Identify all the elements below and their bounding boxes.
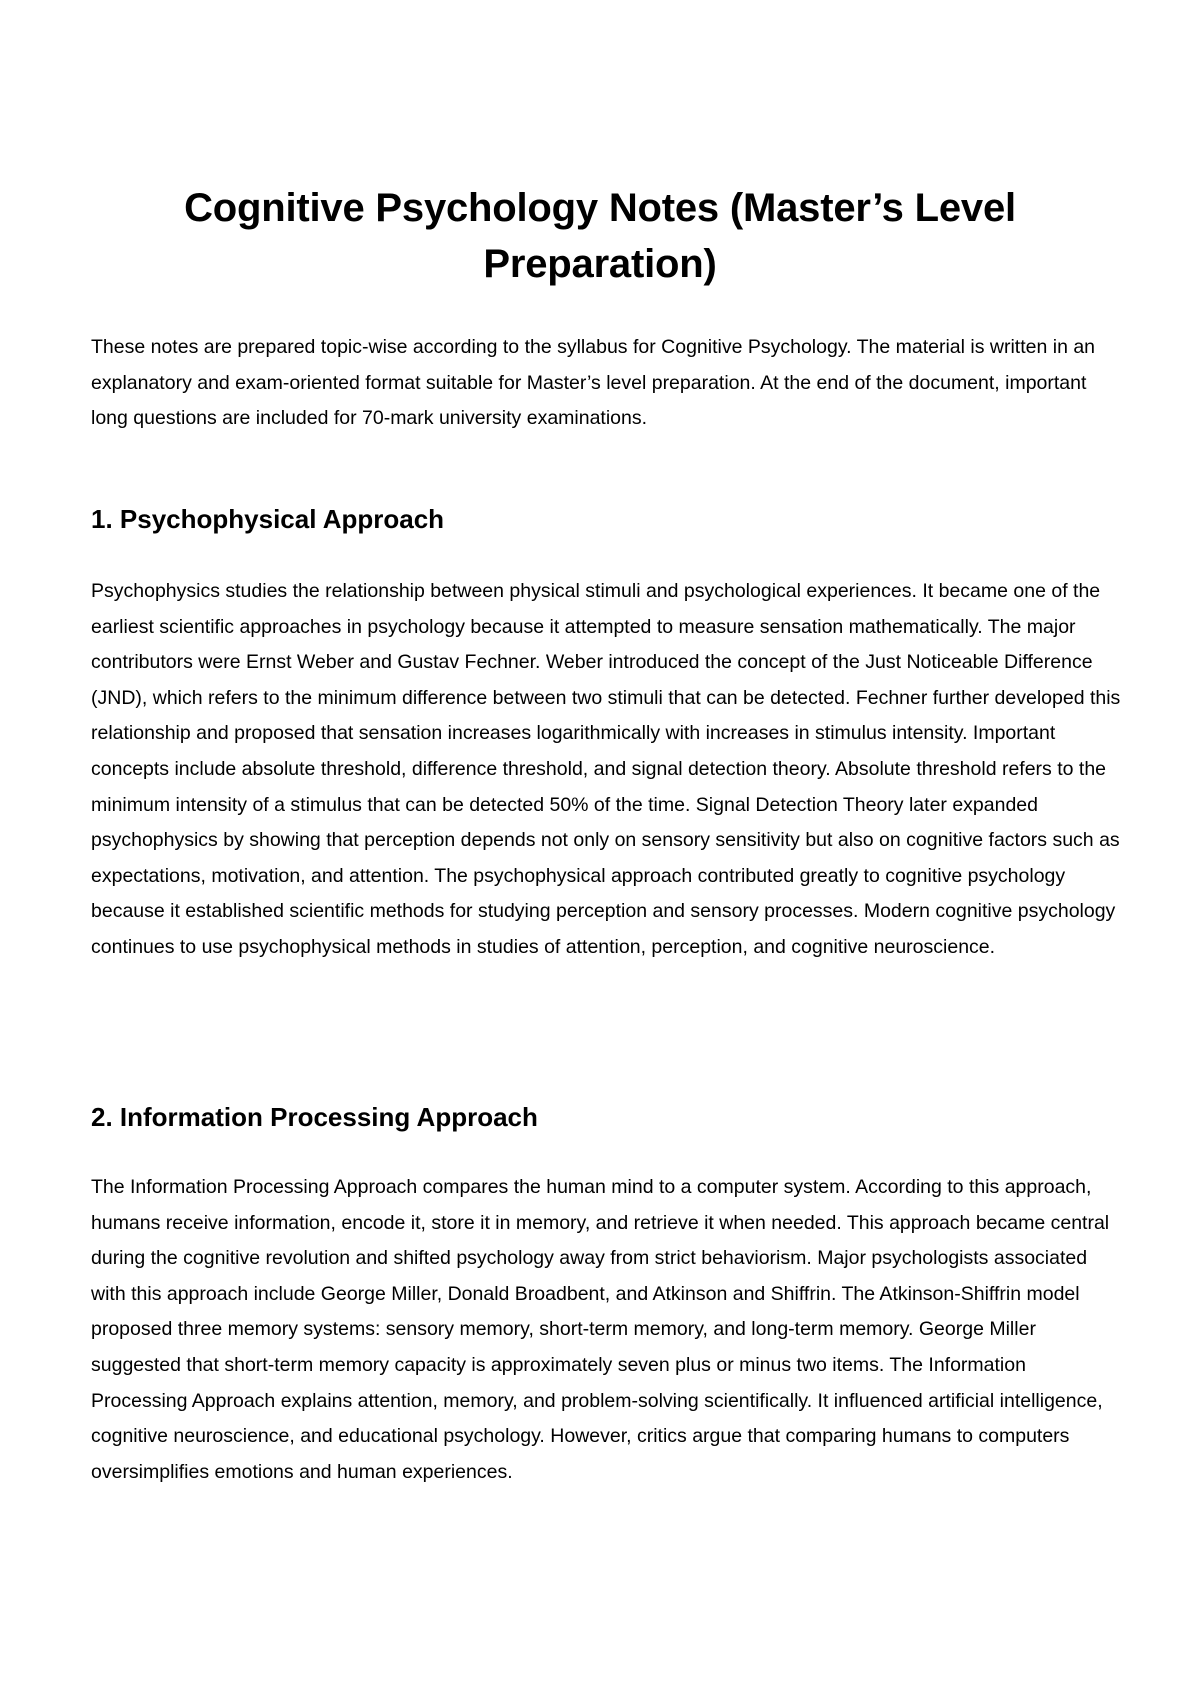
section-body-information-processing: The Information Processing Approach compares the human mind to a computer system. According to this approach, humans receive information, encode it, store it in memory, and retrieve it when needed. This approach became central during the cognitive revolution and shifted psychology away from strict behaviorism. Major psychologists associated with this approach include George Miller, Donald Broadbent, and Atkinson and Shiffrin. The Atkinson-Shiffrin model proposed three memory systems: sensory memory, short-term memory, and long-term memory. George Miller suggested that short-term memory capacity is approximately seven plus or minus two items. The Information Processing Approach explains attention, memory, and problem-solving scientifically. It influenced artificial intelligence, cognitive neuroscience, and educational psychology. However, critics argue that comparing humans to computers oversimplifies emotions and human experiences. <box>91 1176 1110 1483</box>
section-body-psychophysical: Psychophysics studies the relationship between physical stimuli and psychological experiences. It became one of the earliest scientific approaches in psychology because it attempted to measure sensation mathematically. The major contributors were Ernst Weber and Gustav Fechner. Weber introduced the concept of the Just Noticeable Difference (JND), which refers to the minimum difference between two stimuli that can be detected. Fechner further developed this relationship and proposed that sensation increases logarithmically with increases in stimulus intensity. Important concepts include absolute threshold, difference threshold, and signal detection theory. Absolute threshold refers to the minimum intensity of a stimulus that can be detected 50% of the time. Signal Detection Theory later expanded psychophysics by showing that perception depends not only on sensory sensitivity but also on cognitive factors such as expectations, motivation, and attention. The psychophysical approach contributed greatly to cognitive psychology because it established scientific methods for studying perception and sensory processes. Modern cognitive psychology continues to use psychophysical methods in studies of attention, perception, and cognitive neuroscience. <box>91 580 1121 958</box>
document-title: Cognitive Psychology Notes (Master’s Level Preparation) <box>184 186 1016 286</box>
intro-paragraph: These notes are prepared topic-wise according to the syllabus for Cognitive Psychology. The material is written in an explanatory and exam-oriented format suitable for Master’s level preparation. At the end of the document, important long questions are included for 70-mark university examinations. <box>91 336 1096 430</box>
section-heading-information-processing: 2. Information Processing Approach <box>91 1102 538 1132</box>
section-heading-psychophysical: 1. Psychophysical Approach <box>91 504 445 534</box>
